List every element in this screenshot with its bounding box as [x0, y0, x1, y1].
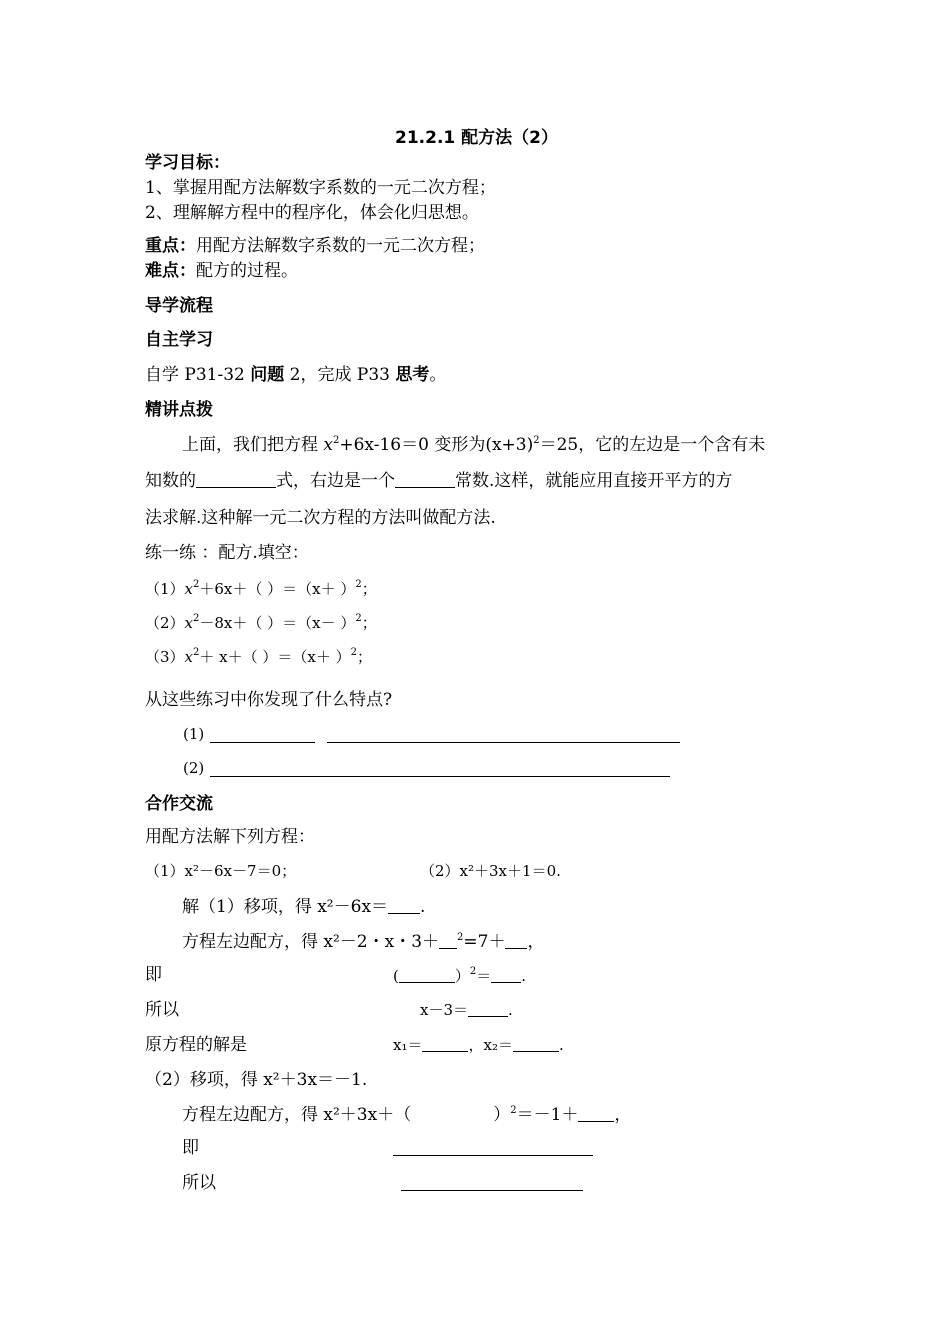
- key-point-label: 重点：: [145, 236, 196, 256]
- objective-item-1: 1、掌握用配方法解数字系数的一元二次方程；: [145, 178, 496, 198]
- blank: [399, 968, 455, 983]
- blank: [439, 934, 457, 949]
- exp-2: 2: [193, 647, 200, 658]
- paren-open: (: [393, 967, 399, 985]
- exp-2: 2: [193, 579, 200, 590]
- step-t2-d: ，: [614, 1105, 632, 1125]
- step-5-x1: x₁＝: [393, 1036, 423, 1054]
- key-point: [145, 238, 485, 255]
- practice-mid: ＋ x＋（ ）＝（x＋ ）: [199, 648, 351, 666]
- difficulty: [145, 263, 298, 280]
- practice-item-2: [145, 614, 377, 631]
- period: .: [521, 967, 527, 985]
- blank: [388, 899, 420, 914]
- exp-2: 2: [510, 1105, 517, 1116]
- step-2-c: ，: [527, 932, 545, 952]
- self-study-think: 思考: [395, 365, 430, 385]
- explain-line-2: [145, 473, 732, 490]
- self-study-problem: 问题: [250, 365, 285, 385]
- explain-p2-a: 知数的: [145, 471, 196, 491]
- step-1: [182, 899, 425, 916]
- answer-line-1b: [327, 742, 680, 743]
- practice-num: （1）: [145, 580, 185, 598]
- answer-line-2-label: (2): [183, 759, 205, 777]
- page-title: 21.2.1 配方法（2）: [395, 128, 558, 148]
- practice-num: （2）: [145, 614, 185, 632]
- self-study-part-b: 2，完成 P33: [284, 365, 396, 385]
- blank: [505, 934, 527, 949]
- step-t2-c: ＝－1＋: [516, 1105, 579, 1125]
- answer-line-1-label: (1): [183, 725, 205, 743]
- practice-heading: 练一练 ：配方.填空：: [145, 543, 309, 563]
- blank: [513, 1037, 559, 1052]
- step-4-text: x－3＝: [420, 1001, 469, 1019]
- step-3-c: ＝: [476, 967, 492, 985]
- exp-2: 2: [355, 613, 362, 624]
- key-point-text: 用配方法解数字系数的一元二次方程；: [196, 236, 485, 256]
- practice-num: （3）: [145, 648, 185, 666]
- exp-2: 2: [193, 613, 200, 624]
- explain-p1-b: ＝25，它的左边是一个含有未: [539, 435, 766, 455]
- objectives-heading: 学习目标：: [145, 153, 230, 173]
- difficulty-text: 配方的过程。: [196, 261, 298, 281]
- period: .: [558, 1036, 564, 1054]
- exp-2b: 2: [533, 435, 540, 446]
- self-study-part-c: 。: [429, 365, 447, 385]
- exp-2: 2: [350, 647, 357, 658]
- difficulty-label: 难点：: [145, 261, 196, 281]
- blank: [196, 473, 276, 488]
- practice-item-1: [145, 580, 377, 597]
- step-t2-b: ）: [493, 1105, 511, 1125]
- step-1-text: 解（1）移项，得 x²－6x＝: [182, 897, 389, 917]
- step-5-x2: ，x₂＝: [468, 1036, 513, 1054]
- exp-2: 2: [333, 435, 340, 446]
- step-t2: [182, 1106, 631, 1124]
- step-3-label: 即: [145, 965, 162, 985]
- var-x: x: [184, 614, 194, 632]
- explain-p1-a: 上面，我们把方程: [182, 435, 324, 455]
- step-t3-line: [393, 1155, 593, 1156]
- var-x: x: [323, 435, 333, 455]
- practice-question: 从这些练习中你发现了什么特点?: [145, 690, 393, 710]
- step-t2-a: 方程左边配方，得 x²＋3x＋（: [182, 1105, 412, 1125]
- practice-end: ；: [361, 614, 377, 632]
- explain-line-3: 法求解.这种解一元二次方程的方法叫做配方法.: [145, 508, 496, 528]
- cooperate-intro: 用配方法解下列方程：: [145, 827, 315, 847]
- step-5-eq: [393, 1037, 564, 1053]
- practice-end: ；: [361, 580, 377, 598]
- step-2-b: =7＋: [463, 932, 506, 952]
- explain-heading: 精讲点拨: [145, 400, 213, 420]
- equation-2: （2）x²＋3x＋1＝0.: [420, 862, 561, 880]
- step-4-eq: [420, 1002, 513, 1018]
- step-t4-label: 所以: [182, 1173, 216, 1193]
- step-3-b: ）: [454, 967, 470, 985]
- self-study-heading: 自主学习: [145, 330, 213, 350]
- var-x: x: [184, 648, 194, 666]
- explain-p2-c: 常数.这样，就能应用直接开平方的方: [455, 471, 733, 491]
- answer-line-1a: [210, 742, 315, 743]
- answer-line-2: [210, 776, 670, 777]
- self-study-part-a: 自学 P31-32: [145, 365, 251, 385]
- practice-mid: ＋6x＋（ ）＝（x＋ ）: [199, 580, 356, 598]
- blank: [491, 968, 521, 983]
- blank: [468, 1002, 508, 1017]
- blank: [578, 1107, 614, 1122]
- practice-end: ；: [357, 648, 373, 666]
- explain-p2-b: 式，右边是一个: [276, 471, 395, 491]
- self-study-text: [145, 367, 446, 384]
- step-t4-line: [401, 1190, 583, 1191]
- step-t1: （2）移项，得 x²＋3x＝－1.: [145, 1070, 368, 1090]
- explain-line-1: [182, 436, 765, 454]
- blank: [422, 1037, 468, 1052]
- blank: [395, 473, 455, 488]
- exp-2: 2: [355, 579, 362, 590]
- exp-2: 2: [469, 966, 477, 977]
- practice-item-3: [145, 648, 372, 665]
- exp-2: 2: [457, 932, 464, 943]
- step-t3-label: 即: [182, 1138, 199, 1158]
- practice-mid: －8x＋（ ）＝（x－ ）: [199, 614, 356, 632]
- equation-1: （1）x²－6x－7＝0；: [145, 862, 297, 880]
- explain-p1-eq: +6x-16＝0 变形为(x+3): [339, 435, 534, 455]
- step-2-a: 方程左边配方，得 x²－2・x・3＋: [182, 932, 440, 952]
- step-3-eq: [393, 967, 526, 984]
- objective-item-2: 2、理解解方程中的程序化，体会化归思想。: [145, 203, 479, 223]
- step-4-label: 所以: [145, 1000, 179, 1020]
- step-2: [182, 933, 544, 951]
- var-x: x: [184, 580, 194, 598]
- step-5-label: 原方程的解是: [145, 1035, 247, 1055]
- cooperate-heading: 合作交流: [145, 794, 213, 814]
- step-1-end: .: [420, 897, 426, 917]
- period: .: [508, 1001, 513, 1019]
- flow-heading: 导学流程: [145, 296, 213, 316]
